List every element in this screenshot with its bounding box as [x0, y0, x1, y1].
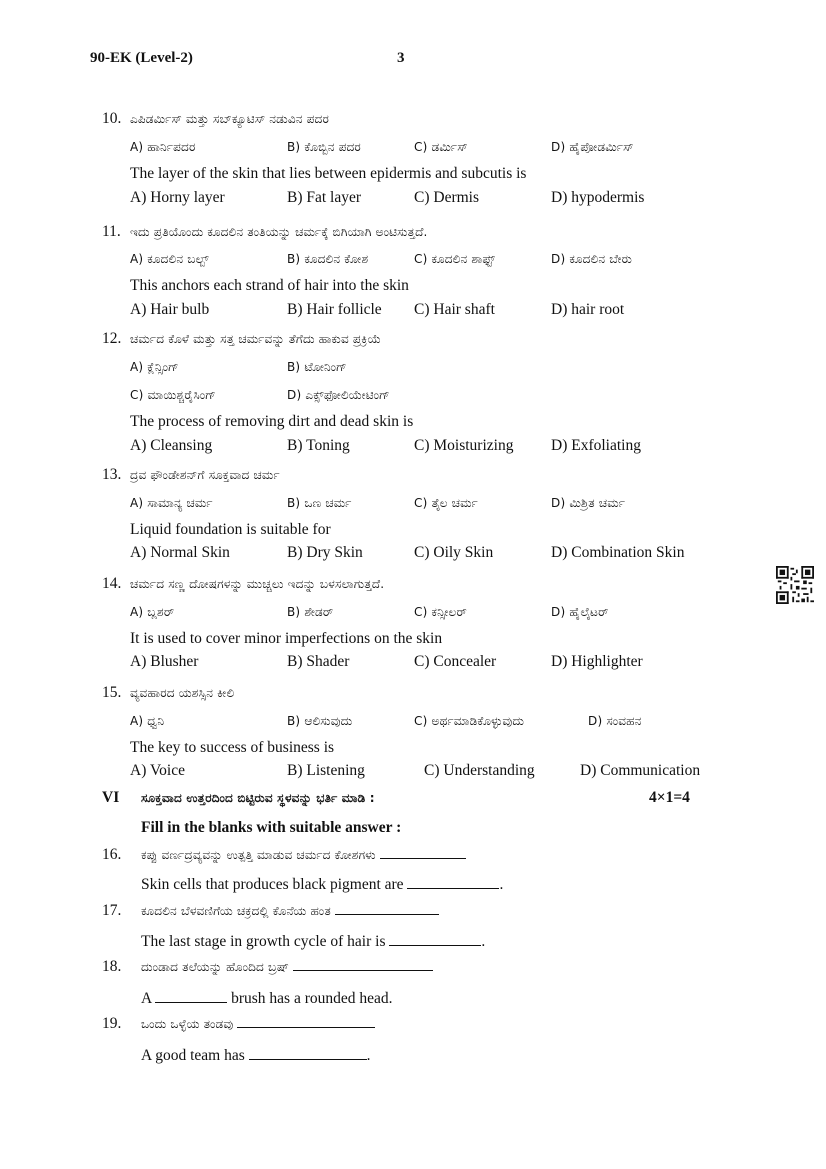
option-c: C) Understanding: [424, 762, 535, 779]
option-a: A) Normal Skin: [130, 544, 230, 561]
question-number: 19.: [102, 1015, 122, 1032]
section-title-english: Fill in the blanks with suitable answer :: [141, 819, 402, 836]
option-d: D) hypodermis: [551, 189, 645, 206]
question-text-english: The layer of the skin that lies between epidermis and subcutis is: [130, 165, 527, 182]
blank-line: [293, 969, 433, 971]
option-a: A) Blusher: [130, 653, 199, 670]
option-c: C) Oily Skin: [414, 544, 494, 561]
question-text-english: It is used to cover minor imperfections on the skin: [130, 630, 443, 647]
question-text-english: The key to success of business is: [130, 739, 335, 756]
option-b-kannada: B) ಒಣ ಚರ್ಮ: [287, 496, 352, 510]
option-d: D) Exfoliating: [551, 437, 641, 454]
blank-line: [237, 1026, 375, 1028]
blank-line: [380, 857, 466, 859]
option-a-kannada: A) ಸಾಮಾನ್ಯ ಚರ್ಮ: [130, 496, 213, 510]
question-number: 18.: [102, 958, 122, 975]
option-a-kannada: A) ಕೂದಲಿನ ಬಲ್ಬ್: [130, 252, 209, 266]
option-b-kannada: B) ಶೇಡರ್: [287, 605, 334, 619]
option-b: B) Fat layer: [287, 189, 362, 206]
question-text-english: A good team has .: [141, 1047, 371, 1064]
option-b: B) Dry Skin: [287, 544, 363, 561]
option-d: D) Combination Skin: [551, 544, 685, 561]
section-number: VI: [102, 789, 120, 806]
blank-line: [249, 1058, 367, 1060]
option-c-kannada: C) ಡರ್ಮಿಸ್: [414, 140, 468, 154]
question-text-kannada: ದುಂಡಾದ ತಲೆಯನ್ನು ಹೊಂದಿದ ಬ್ರಷ್: [141, 960, 433, 975]
section-marks: 4×1=4: [649, 789, 690, 806]
option-d-kannada: D) ಹೈಲೈಟರ್: [551, 605, 609, 619]
option-a-kannada: A) ಬ್ಲಶರ್: [130, 605, 175, 619]
option-c-kannada: C) ಅರ್ಥಮಾಡಿಕೊಳ್ಳುವುದು: [414, 714, 525, 728]
option-d: D) hair root: [551, 301, 625, 318]
option-a: A) Cleansing: [130, 437, 213, 454]
question-number: 16.: [102, 846, 122, 863]
paper-code: 90-EK (Level-2): [90, 50, 193, 66]
question-text-kannada: ಎಪಿಡರ್ಮಿಸ್ ಮತ್ತು ಸಬ್‌ಕ್ಯೂಟಿಸ್ ನಡುವಿನ ಪದರ: [130, 112, 330, 126]
option-b-kannada: B) ಕೂದಲಿನ ಕೋಶ: [287, 252, 369, 266]
question-text-english: Skin cells that produces black pigment are .: [141, 876, 504, 893]
blank-line: [335, 913, 439, 915]
option-d-kannada: D) ಹೈಪೋಡರ್ಮಿಸ್: [551, 140, 634, 154]
option-d-kannada: D) ಸಂವಹನ: [588, 714, 642, 728]
option-a: A) Voice: [130, 762, 185, 779]
option-c-kannada: C) ಕೂದಲಿನ ಶಾಫ್ಟ್: [414, 252, 496, 266]
question-text-kannada: ಒಂದು ಒಳ್ಳೆಯ ತಂಡವು: [141, 1017, 375, 1032]
question-text-kannada: ಚರ್ಮದ ಕೊಳೆ ಮತ್ತು ಸತ್ತ ಚರ್ಮವನ್ನು ತೆಗೆದು ಹಾಕುವ ಪ್ರಕ್ರಿಯೆ: [130, 332, 382, 346]
page-number: 3: [397, 50, 405, 66]
option-a-kannada: A) ಧ್ವನಿ: [130, 714, 165, 728]
question-number: 11.: [102, 223, 121, 240]
question-text-kannada: ಕಪ್ಪು ವರ್ಣದ್ರವ್ಯವನ್ನು ಉತ್ಪತ್ತಿ ಮಾಡುವ ಚರ್ಮದ ಕೋಶಗಳು: [141, 848, 466, 863]
option-b-kannada: B) ಆಲಿಸುವುದು: [287, 714, 353, 728]
option-c: C) Dermis: [414, 189, 480, 206]
option-c-kannada: C) ಮಾಯಿಶ್ಚರೈಸಿಂಗ್: [130, 388, 216, 402]
question-text-english: This anchors each strand of hair into the skin: [130, 277, 409, 294]
question-number: 14.: [102, 575, 122, 592]
option-a: A) Horny layer: [130, 189, 225, 206]
option-c: C) Hair shaft: [414, 301, 495, 318]
question-number: 10.: [102, 110, 122, 127]
option-b-kannada: B) ಕೊಬ್ಬಿನ ಪದರ: [287, 140, 361, 154]
question-text-english: Liquid foundation is suitable for: [130, 521, 331, 538]
option-c: C) Concealer: [414, 653, 497, 670]
option-c-kannada: C) ಕನ್ಸೀಲರ್: [414, 605, 467, 619]
question-text-english: A brush has a rounded head.: [141, 990, 393, 1007]
option-d-kannada: D) ಮಿಶ್ರಿತ ಚರ್ಮ: [551, 496, 626, 510]
question-number: 13.: [102, 466, 122, 483]
question-text-kannada: ಇದು ಪ್ರತಿಯೊಂದು ಕೂದಲಿನ ತಂತಿಯನ್ನು ಚರ್ಮಕ್ಕೆ ಬಿಗಿಯಾಗಿ ಅಂಟಿಸುತ್ತದೆ.: [130, 225, 428, 239]
option-b: B) Toning: [287, 437, 350, 454]
blank-line: [389, 944, 481, 946]
option-a-kannada: A) ಹಾರ್ನಿಪದರ: [130, 140, 196, 154]
question-number: 15.: [102, 684, 122, 701]
option-c-kannada: C) ತೈಲ ಚರ್ಮ: [414, 496, 478, 510]
option-a-kannada: A) ಕ್ಲೆನ್ಸಿಂಗ್: [130, 360, 179, 374]
question-number: 12.: [102, 330, 122, 347]
option-d-kannada: D) ಕೂದಲಿನ ಬೇರು: [551, 252, 632, 266]
option-c: C) Moisturizing: [414, 437, 514, 454]
qr-code-icon: [776, 566, 814, 604]
option-d-kannada: D) ಎಕ್ಸ್‌ಫೋಲಿಯೇಟಿಂಗ್: [287, 388, 390, 402]
blank-line: [155, 1001, 227, 1003]
option-b: B) Hair follicle: [287, 301, 382, 318]
option-b: B) Listening: [287, 762, 365, 779]
question-text-kannada: ವ್ಯವಹಾರದ ಯಶಸ್ಸಿನ ಕೀಲಿ: [130, 686, 235, 700]
question-text-english: The process of removing dirt and dead skin is: [130, 413, 414, 430]
option-b: B) Shader: [287, 653, 350, 670]
option-d: D) Highlighter: [551, 653, 643, 670]
question-text-english: The last stage in growth cycle of hair is .: [141, 933, 486, 950]
option-d: D) Communication: [580, 762, 701, 779]
option-b-kannada: B) ಟೋನಿಂಗ್: [287, 360, 347, 374]
question-text-kannada: ಚರ್ಮದ ಸಣ್ಣ ದೋಷಗಳನ್ನು ಮುಚ್ಚಲು ಇದನ್ನು ಬಳಸಲಾಗುತ್ತದೆ.: [130, 577, 385, 591]
blank-line: [407, 887, 499, 889]
question-text-kannada: ದ್ರವ ಫೌಂಡೇಶನ್‌ಗೆ ಸೂಕ್ತವಾದ ಚರ್ಮ: [130, 468, 280, 482]
question-text-kannada: ಕೂದಲಿನ ಬೆಳವಣಿಗೆಯ ಚಕ್ರದಲ್ಲಿ ಕೊನೆಯ ಹಂತ: [141, 904, 439, 919]
option-a: A) Hair bulb: [130, 301, 210, 318]
question-number: 17.: [102, 902, 122, 919]
section-title-kannada: ಸೂಕ್ತವಾದ ಉತ್ತರದಿಂದ ಬಿಟ್ಟಿರುವ ಸ್ಥಳವನ್ನು ಭರ್ತಿ ಮಾಡಿ :: [141, 791, 375, 805]
